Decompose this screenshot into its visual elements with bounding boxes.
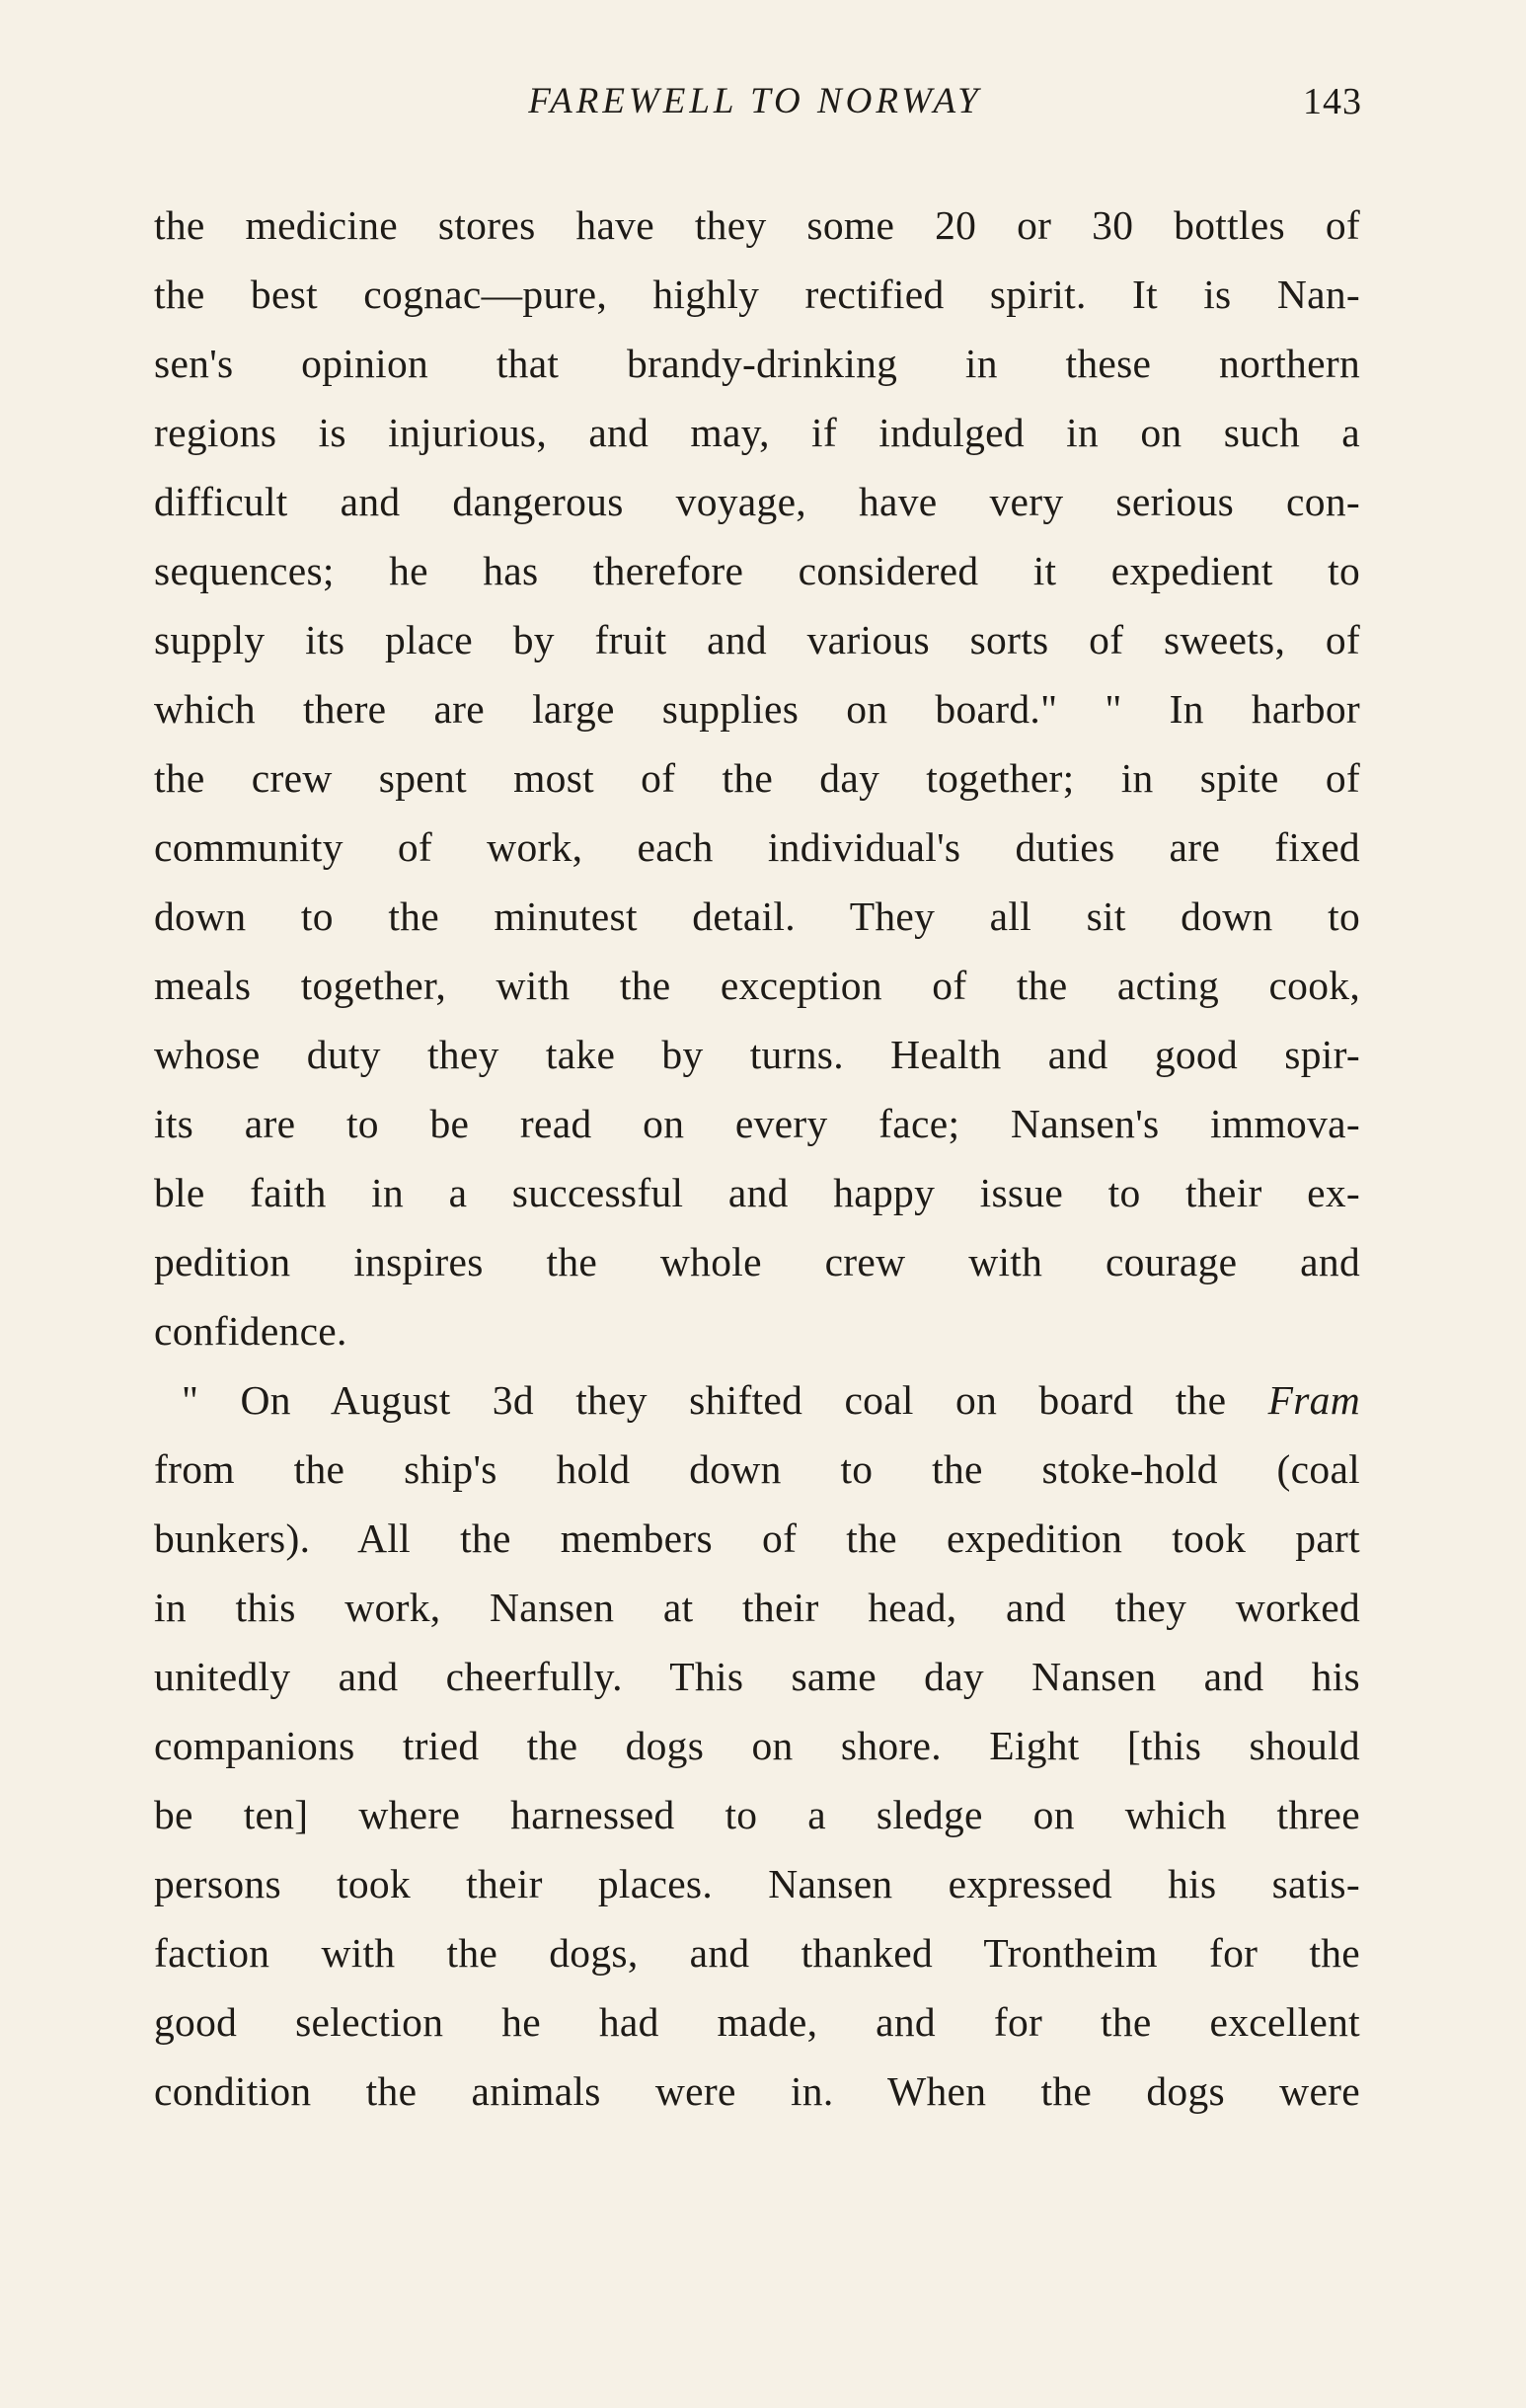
- text-line: sen's opinion that brandy-drinking in these northern: [154, 341, 1360, 386]
- text-line: companions tried the dogs on shore. Eight [this should: [154, 1723, 1360, 1768]
- page-number: 143: [1303, 81, 1362, 122]
- text-line: the medicine stores have they some 20 or 30 bottles of: [154, 202, 1360, 248]
- text-line: unitedly and cheerfully. This same day Nansen and his: [154, 1654, 1360, 1699]
- text-line: whose duty they take by turns. Health and good spir-: [154, 1032, 1360, 1077]
- text-line: ble faith in a successful and happy issue to their ex-: [154, 1170, 1360, 1215]
- text-line: meals together, with the exception of the acting cook,: [154, 963, 1360, 1008]
- text-line: supply its place by fruit and various sorts of sweets, of: [154, 617, 1360, 662]
- running-title: FAREWELL TO NORWAY: [528, 81, 982, 121]
- text-line: community of work, each individual's duties are fixed: [154, 824, 1360, 870]
- text-line: which there are large supplies on board." " In harbor: [154, 686, 1360, 732]
- ship-name-italic: Fram: [1267, 1377, 1360, 1423]
- text-line: from the ship's hold down to the stoke-hold (coal: [154, 1446, 1360, 1492]
- text-line: be ten] where harnessed to a sledge on which three: [154, 1792, 1360, 1837]
- text-line: good selection he had made, and for the excellent: [154, 1999, 1360, 2045]
- text-line: persons took their places. Nansen expressed his satis-: [154, 1861, 1360, 1906]
- text-line-paragraph-start: [154, 1365, 1360, 1435]
- text-line: sequences; he has therefore considered it expedient to: [154, 548, 1360, 593]
- text-line: in this work, Nansen at their head, and they worked: [154, 1585, 1360, 1630]
- text-line: the best cognac—pure, highly rectified spirit. It is Nan-: [154, 272, 1360, 317]
- body-text: [154, 191, 1360, 2126]
- text-line: down to the minutest detail. They all sit down to: [154, 893, 1360, 939]
- text-line: regions is injurious, and may, if indulged in on such a: [154, 410, 1360, 455]
- text-line: pedition inspires the whole crew with courage and: [154, 1239, 1360, 1284]
- text-line: faction with the dogs, and thanked Trontheim for the: [154, 1930, 1360, 1976]
- text-line: its are to be read on every face; Nansen's immova-: [154, 1101, 1360, 1146]
- text-line: the crew spent most of the day together; in spite of: [154, 755, 1360, 801]
- text-line: difficult and dangerous voyage, have very serious con-: [154, 479, 1360, 524]
- running-head: [148, 77, 1362, 126]
- text-line: condition the animals were in. When the dogs were: [154, 2068, 1360, 2114]
- text-line: bunkers). All the members of the expedition took part: [154, 1515, 1360, 1561]
- text-line-paragraph-end: confidence.: [154, 1308, 347, 1354]
- text-run: " On August 3d they shifted coal on board the: [182, 1377, 1268, 1423]
